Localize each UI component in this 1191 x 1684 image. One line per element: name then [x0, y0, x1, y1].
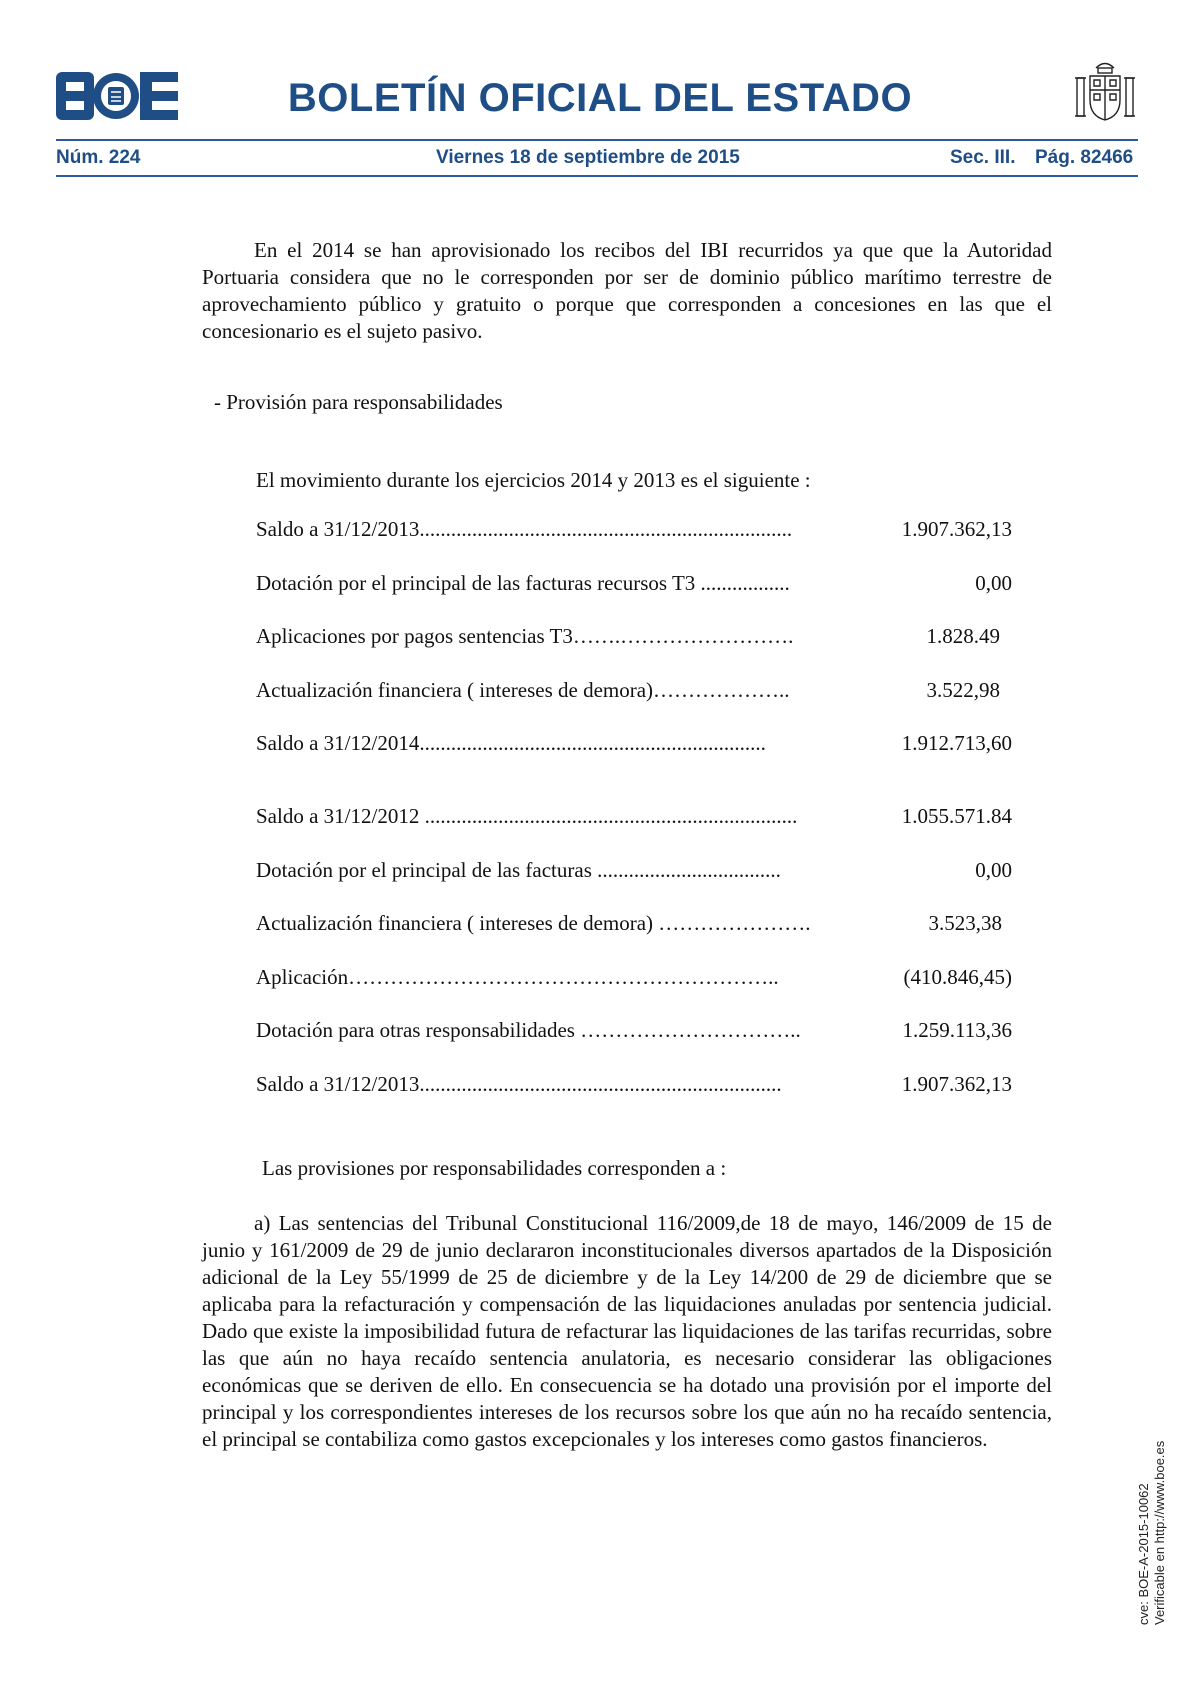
- row-label: Actualización financiera ( intereses de demora)………………..: [256, 678, 790, 702]
- cve-code: cve: BOE-A-2015-10062: [1136, 1483, 1151, 1625]
- row-amount: 0,00: [975, 571, 1012, 595]
- cve-verification: [1136, 1441, 1168, 1625]
- issue-number: Núm. 224: [56, 147, 141, 168]
- row-amount: 1.055.571.84: [901, 804, 1012, 828]
- boe-logo: [56, 72, 178, 120]
- row-label: Saldo a 31/12/2012 .......................................................................: [256, 804, 798, 828]
- section-bullet: - Provisión para responsabilidades: [214, 390, 503, 414]
- row-amount: 3.523,38: [928, 911, 1002, 935]
- row-amount: 1.828.49: [926, 624, 1000, 648]
- row-label: Dotación por el principal de las facturas ...................................: [256, 858, 781, 882]
- row-amount: (410.846,45): [903, 965, 1012, 989]
- row-label: Saldo a 31/12/2014..................................................................: [256, 731, 766, 755]
- row-amount: 0,00: [975, 858, 1012, 882]
- page-number: Pág. 82466: [1035, 147, 1134, 168]
- row-label: Saldo a 31/12/2013.......................................................................: [256, 517, 793, 541]
- header-rule-bottom: [56, 175, 1138, 177]
- paragraph-sentencias: a) Las sentencias del Tribunal Constitucional 116/2009,de 18 de mayo, 146/2009 de 15 de junio y 161/2009 de 29 de junio declararon inconstitucionales diversos apartados de la Disposición adicional de la Ley 55/1999 de 25 de diciembre y de la Ley 14/200 de 29 de diciembre que se aplicaba para la refacturación y compensación de las liquidaciones anuladas por sentencia judicial. Dado que existe la imposibilidad futura de refacturar las liquidaciones de las tarifas recurridas, sobre las que aún no haya recaído sentencia anulatoria, es necesario considerar las obligaciones económicas que se deriven de ello. En consecuencia se ha dotado una provisión por el importe del principal y los correspondientes intereses de los recursos sobre los que aún no ha recaído sentencia, el principal se contabiliza como gastos excepcionales y los intereses como gastos financieros.: [202, 1211, 1052, 1451]
- row-label: Saldo a 31/12/2013.....................................................................: [256, 1072, 782, 1096]
- row-amount: 3.522,98: [926, 678, 1000, 702]
- cve-url: Verificable en http://www.boe.es: [1152, 1440, 1167, 1625]
- coat-of-arms-icon: [1074, 58, 1136, 124]
- row-amount: 1.907.362,13: [901, 517, 1012, 541]
- row-amount: 1.259.113,36: [902, 1018, 1012, 1042]
- row-amount: 1.907.362,13: [901, 1072, 1012, 1096]
- row-label: Actualización financiera ( intereses de demora) ………………….: [256, 911, 811, 935]
- bulletin-title: BOLETÍN OFICIAL DEL ESTADO: [287, 76, 913, 120]
- header-rule-top: [56, 139, 1138, 141]
- row-label: Aplicaciones por pagos sentencias T3…….…………………….: [256, 624, 794, 648]
- row-amount: 1.912.713,60: [901, 731, 1012, 755]
- row-label: Dotación por el principal de las facturas recursos T3 .................: [256, 571, 790, 595]
- row-label: Aplicación……………………………………………………..: [256, 965, 779, 989]
- issue-date: Viernes 18 de septiembre de 2015: [436, 147, 740, 168]
- paragraph-ibi: En el 2014 se han aprovisionado los recibos del IBI recurridos ya que que la Autoridad Portuaria considera que no le corresponden por ser de dominio público marítimo terrestre de aprovechamiento público y gratuito o porque que corresponden a concesiones en las que el concesionario es el sujeto pasivo.: [202, 238, 1052, 343]
- section-label: Sec. III.: [950, 147, 1016, 168]
- row-label: Dotación para otras responsabilidades …………………………..: [256, 1018, 801, 1042]
